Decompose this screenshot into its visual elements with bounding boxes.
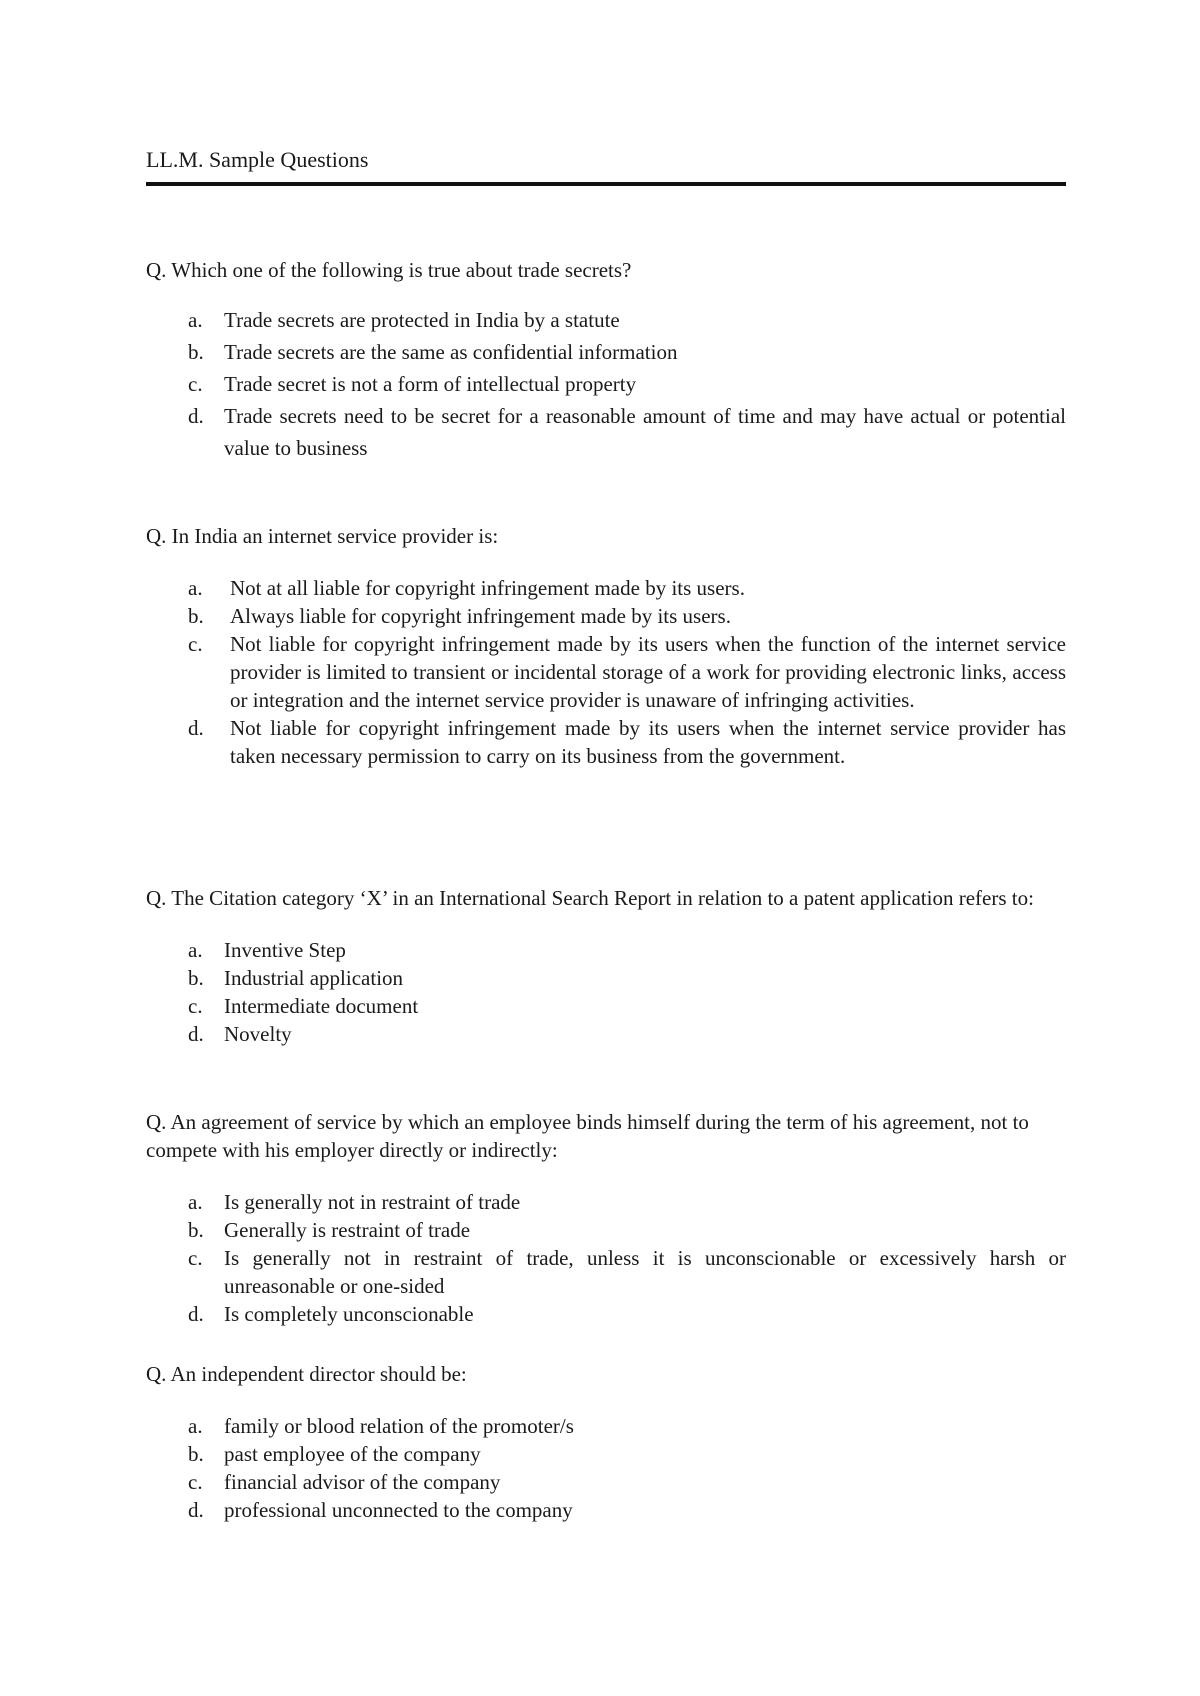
question-stem: Q. An agreement of service by which an employee binds himself during the term of his agreement, not to compete with his employer directly or indirectly: xyxy=(146,1110,1029,1162)
option-text: Trade secrets need to be secret for a reasonable amount of time and may have actual or potential value to business xyxy=(224,404,1066,460)
option-item xyxy=(188,1468,1066,1496)
option-text: Trade secrets are the same as confidential information xyxy=(224,340,678,364)
option-text: Is generally not in restraint of trade, unless it is unconscionable or excessively harsh or unreasonable or one-sided xyxy=(224,1246,1066,1298)
option-letter: c. xyxy=(188,372,203,396)
option-letter: d. xyxy=(188,1022,204,1046)
option-letter: d. xyxy=(188,716,204,740)
option-text: Not liable for copyright infringement made by its users when the function of the internet service provider is limited to transient or incidental storage of a work for providing electronic links, access or integration and the internet service provider is unaware of infringing activities. xyxy=(230,632,1066,712)
option-item xyxy=(188,1412,1066,1440)
question-stem: Q. Which one of the following is true about trade secrets? xyxy=(146,258,632,282)
option-list xyxy=(188,1412,1066,1524)
option-text: professional unconnected to the company xyxy=(224,1498,573,1522)
option-letter: d. xyxy=(188,404,204,428)
option-item xyxy=(188,1300,1066,1328)
option-item xyxy=(188,400,1066,464)
page-header xyxy=(146,146,1066,186)
option-list xyxy=(188,304,1066,464)
option-item xyxy=(188,368,1066,400)
option-item xyxy=(188,1496,1066,1524)
option-letter: a. xyxy=(188,308,203,332)
option-letter: b. xyxy=(188,340,204,364)
option-text: Trade secret is not a form of intellectual property xyxy=(224,372,637,396)
option-text: Novelty xyxy=(224,1022,292,1046)
option-item xyxy=(188,336,1066,368)
option-item xyxy=(188,1020,1066,1048)
option-letter: b. xyxy=(188,1218,204,1242)
option-item xyxy=(188,714,1066,770)
option-text: Intermediate document xyxy=(224,994,419,1018)
question-2 xyxy=(146,522,1066,770)
option-text: Not liable for copyright infringement made by its users when the internet service provider has taken necessary permission to carry on its business from the government. xyxy=(230,716,1066,768)
option-text: Is generally not in restraint of trade xyxy=(224,1190,521,1214)
option-letter: c. xyxy=(188,1246,203,1270)
option-text: Industrial application xyxy=(224,966,404,990)
question-1 xyxy=(146,256,1066,464)
option-text: Always liable for copyright infringement made by its users. xyxy=(230,604,731,628)
question-stem: Q. The Citation category ‘X’ in an International Search Report in relation to a patent application refers to: xyxy=(146,886,1034,910)
option-text: past employee of the company xyxy=(224,1442,481,1466)
option-letter: c. xyxy=(188,632,203,656)
option-text: Is completely unconscionable xyxy=(224,1302,474,1326)
option-text: Inventive Step xyxy=(224,938,346,962)
option-item xyxy=(188,936,1066,964)
option-item xyxy=(188,304,1066,336)
question-stem: Q. In India an internet service provider is: xyxy=(146,524,499,548)
option-list xyxy=(188,574,1066,770)
option-item xyxy=(188,1216,1066,1244)
option-text: Trade secrets are protected in India by a statute xyxy=(224,308,620,332)
option-item xyxy=(188,1244,1066,1300)
option-item xyxy=(188,992,1066,1020)
option-item xyxy=(188,602,1066,630)
option-letter: b. xyxy=(188,1442,204,1466)
option-text: Not at all liable for copyright infringement made by its users. xyxy=(230,576,745,600)
option-list xyxy=(188,1188,1066,1328)
question-stem: Q. An independent director should be: xyxy=(146,1362,467,1386)
option-letter: b. xyxy=(188,604,204,628)
option-list xyxy=(188,936,1066,1048)
question-3 xyxy=(146,884,1066,1048)
option-text: family or blood relation of the promoter/s xyxy=(224,1414,574,1438)
option-item xyxy=(188,1440,1066,1468)
option-item xyxy=(188,1188,1066,1216)
option-letter: a. xyxy=(188,1190,203,1214)
page-title: LL.M. Sample Questions xyxy=(146,147,369,172)
question-4 xyxy=(146,1108,1066,1328)
option-item xyxy=(188,574,1066,602)
option-letter: c. xyxy=(188,1470,203,1494)
option-letter: c. xyxy=(188,994,203,1018)
option-letter: a. xyxy=(188,938,203,962)
option-letter: d. xyxy=(188,1498,204,1522)
option-text: financial advisor of the company xyxy=(224,1470,501,1494)
option-letter: a. xyxy=(188,576,203,600)
header-divider xyxy=(146,182,1066,186)
question-5 xyxy=(146,1360,1066,1524)
option-item xyxy=(188,630,1066,714)
option-item xyxy=(188,964,1066,992)
option-letter: b. xyxy=(188,966,204,990)
option-letter: a. xyxy=(188,1414,203,1438)
option-letter: d. xyxy=(188,1302,204,1326)
option-text: Generally is restraint of trade xyxy=(224,1218,471,1242)
